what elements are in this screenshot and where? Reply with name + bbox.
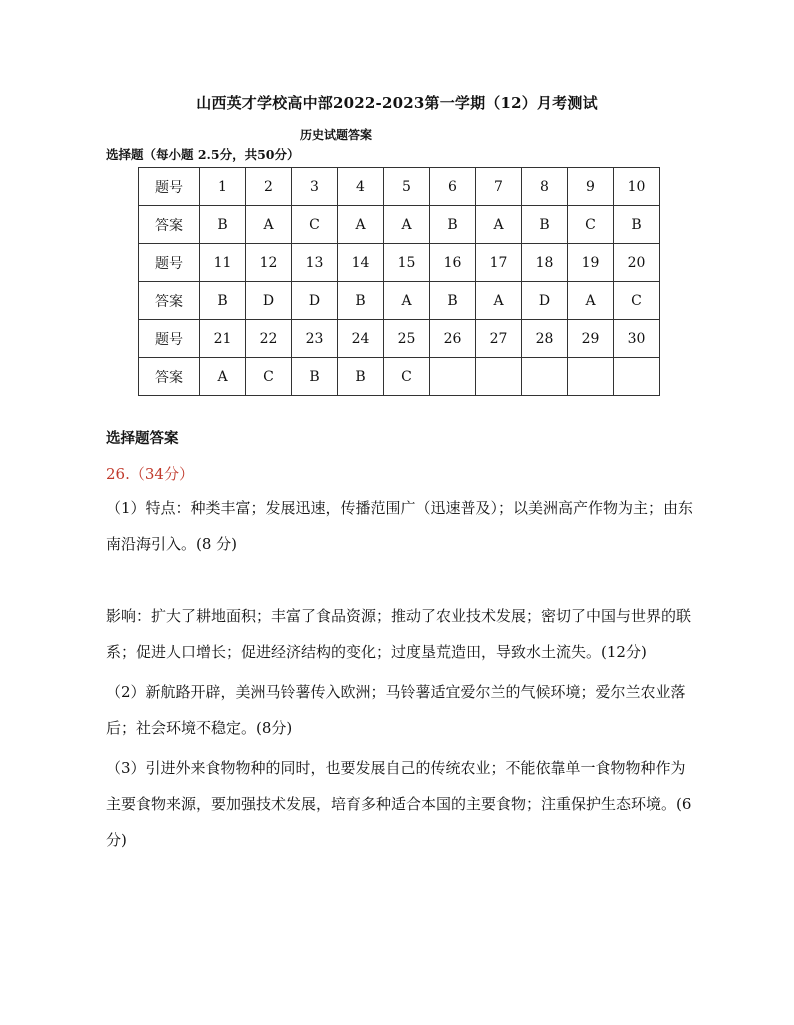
table-cell: A: [246, 206, 292, 244]
table-cell: B: [200, 206, 246, 244]
table-cell: C: [614, 282, 660, 320]
table-cell: 18: [522, 244, 568, 282]
table-row: [139, 282, 660, 320]
table-cell: A: [338, 206, 384, 244]
table-cell: 26: [430, 320, 476, 358]
table-cell: 19: [568, 244, 614, 282]
answer-paragraph: 影响：扩大了耕地面积；丰富了食品资源；推动了农业技术发展；密切了中国与世界的联系；促进人口增长；促进经济结构的变化；过度垦荒造田，导致水土流失。(12分): [106, 607, 692, 661]
table-cell: [568, 358, 614, 396]
table-row: [139, 168, 660, 206]
table-cell: B: [430, 282, 476, 320]
table-row: [139, 320, 660, 358]
table-cell: 2: [246, 168, 292, 206]
table-cell: A: [200, 358, 246, 396]
table-cell: [614, 358, 660, 396]
table-cell: C: [246, 358, 292, 396]
table-cell: 3: [292, 168, 338, 206]
table-cell: [522, 358, 568, 396]
table-cell: B: [430, 206, 476, 244]
table-cell: 12: [246, 244, 292, 282]
table-cell: D: [246, 282, 292, 320]
row-label: 答案: [139, 206, 200, 244]
table-cell: 16: [430, 244, 476, 282]
table-cell: 9: [568, 168, 614, 206]
answer-table: [138, 167, 660, 396]
table-cell: 1: [200, 168, 246, 206]
table-row: [139, 358, 660, 396]
table-cell: B: [522, 206, 568, 244]
row-label: 答案: [139, 358, 200, 396]
table-cell: C: [384, 358, 430, 396]
table-cell: A: [476, 206, 522, 244]
table-cell: 14: [338, 244, 384, 282]
row-label: 答案: [139, 282, 200, 320]
table-cell: B: [614, 206, 660, 244]
table-cell: A: [384, 206, 430, 244]
table-cell: 13: [292, 244, 338, 282]
table-cell: B: [292, 358, 338, 396]
table-cell: 6: [430, 168, 476, 206]
table-cell: 10: [614, 168, 660, 206]
table-cell: C: [292, 206, 338, 244]
table-cell: 20: [614, 244, 660, 282]
table-cell: 23: [292, 320, 338, 358]
question-number: 26.（34分）: [106, 465, 194, 483]
table-cell: [430, 358, 476, 396]
table-cell: 27: [476, 320, 522, 358]
table-cell: 21: [200, 320, 246, 358]
table-row: [139, 206, 660, 244]
table-cell: C: [568, 206, 614, 244]
row-label: 题号: [139, 168, 200, 206]
table-cell: D: [292, 282, 338, 320]
table-cell: 17: [476, 244, 522, 282]
table-cell: [476, 358, 522, 396]
table-cell: 8: [522, 168, 568, 206]
answer-paragraph: （3）引进外来食物物种的同时，也要发展自己的传统农业；不能依靠单一食物物种作为主要食物来源，要加强技术发展，培育多种适合本国的主要食物；注重保护生态环境。(6分): [106, 759, 692, 849]
mc-section-heading: 选择题（每小题 2.5分，共50分）: [106, 147, 300, 162]
table-cell: 5: [384, 168, 430, 206]
table-cell: A: [568, 282, 614, 320]
page-title: 山西英才学校高中部2022-2023第一学期（12）月考测试: [196, 94, 598, 112]
answers-heading: 选择题答案: [106, 430, 179, 447]
table-cell: B: [338, 282, 384, 320]
row-label: 题号: [139, 244, 200, 282]
page-subtitle: 历史试题答案: [300, 128, 373, 142]
table-cell: A: [476, 282, 522, 320]
row-label: 题号: [139, 320, 200, 358]
answer-paragraph: （1）特点：种类丰富；发展迅速，传播范围广（迅速普及）；以美洲高产作物为主；由东南沿海引入。(8 分): [106, 499, 694, 553]
table-row: [139, 244, 660, 282]
table-cell: 15: [384, 244, 430, 282]
table-cell: 11: [200, 244, 246, 282]
table-cell: 29: [568, 320, 614, 358]
answer-paragraph: （2）新航路开辟，美洲马铃薯传入欧洲；马铃薯适宜爱尔兰的气候环境；爱尔兰农业落后；社会环境不稳定。(8分): [106, 683, 686, 737]
table-cell: B: [200, 282, 246, 320]
table-cell: A: [384, 282, 430, 320]
table-cell: 22: [246, 320, 292, 358]
table-cell: 24: [338, 320, 384, 358]
table-cell: 30: [614, 320, 660, 358]
table-cell: B: [338, 358, 384, 396]
table-cell: 4: [338, 168, 384, 206]
table-cell: 25: [384, 320, 430, 358]
table-cell: D: [522, 282, 568, 320]
table-cell: 28: [522, 320, 568, 358]
table-cell: 7: [476, 168, 522, 206]
